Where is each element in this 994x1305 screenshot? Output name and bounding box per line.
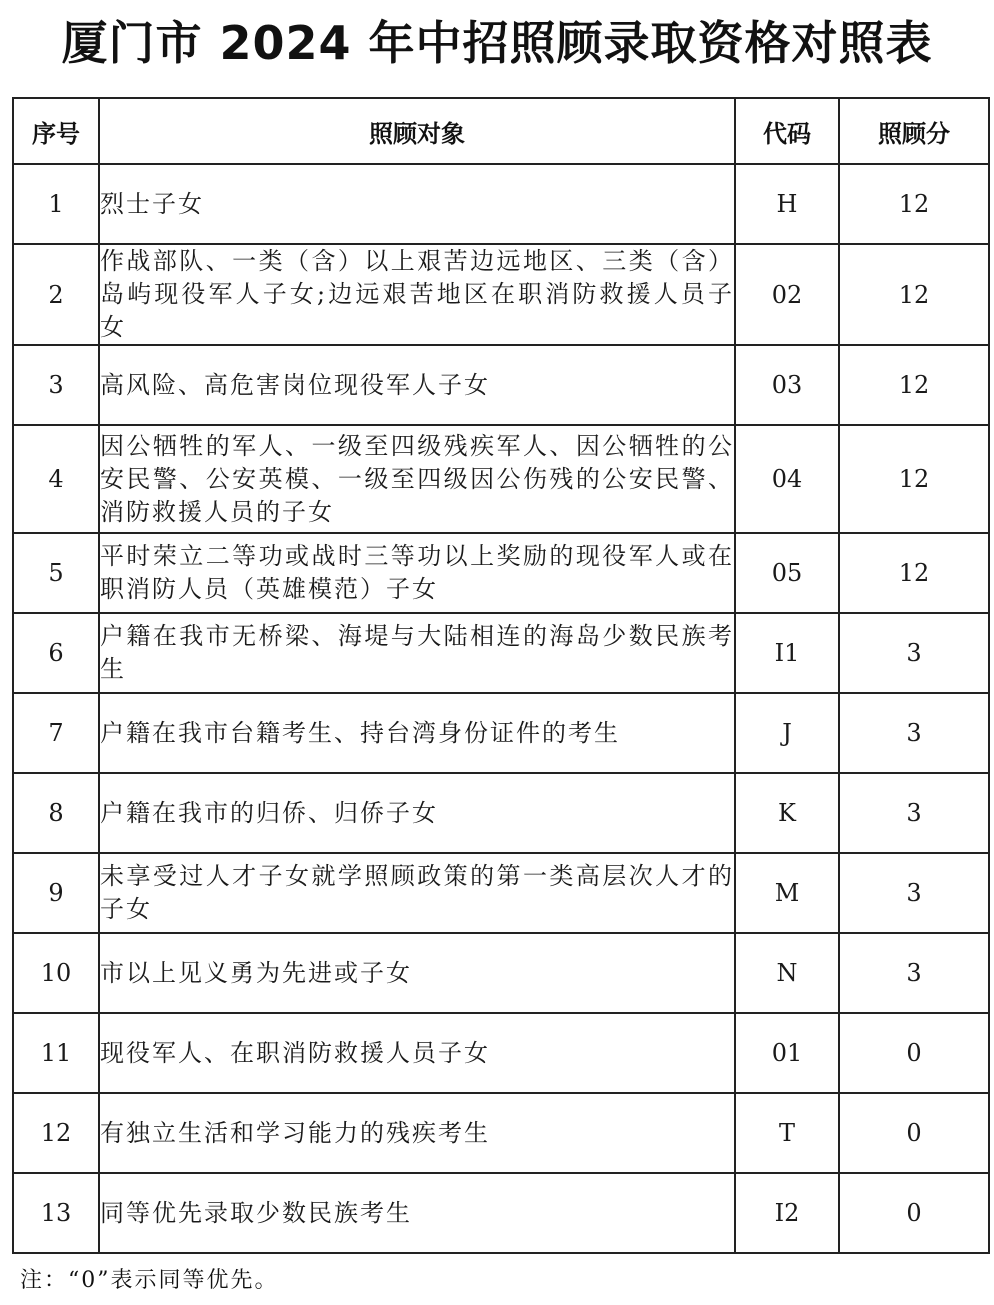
table-row <box>13 693 989 773</box>
row-target: 烈士子女 <box>99 164 735 244</box>
row-no: 3 <box>13 345 99 425</box>
row-code: 02 <box>735 244 839 345</box>
table-row <box>13 1173 989 1253</box>
table-row <box>13 933 989 1013</box>
row-target: 平时荣立二等功或战时三等功以上奖励的现役军人或在职消防人员（英雄模范）子女 <box>99 533 735 613</box>
table-row <box>13 773 989 853</box>
row-code: 04 <box>735 425 839 533</box>
table-row <box>13 1013 989 1093</box>
row-no: 10 <box>13 933 99 1013</box>
row-target: 因公牺牲的军人、一级至四级残疾军人、因公牺牲的公安民警、公安英模、一级至四级因公伤残的公安民警、消防救援人员的子女 <box>99 425 735 533</box>
header-target: 照顾对象 <box>99 98 735 164</box>
row-target: 市以上见义勇为先进或子女 <box>99 933 735 1013</box>
row-target: 户籍在我市台籍考生、持台湾身份证件的考生 <box>99 693 735 773</box>
table-row <box>13 345 989 425</box>
table-row <box>13 1093 989 1173</box>
row-code: 05 <box>735 533 839 613</box>
row-score: 12 <box>839 533 989 613</box>
row-score: 12 <box>839 164 989 244</box>
table-row <box>13 853 989 933</box>
row-no: 1 <box>13 164 99 244</box>
row-no: 8 <box>13 773 99 853</box>
row-score: 3 <box>839 613 989 693</box>
table-row <box>13 164 989 244</box>
row-no: 5 <box>13 533 99 613</box>
row-no: 7 <box>13 693 99 773</box>
row-code: T <box>735 1093 839 1173</box>
row-score: 0 <box>839 1173 989 1253</box>
header-no: 序号 <box>13 98 99 164</box>
row-no: 2 <box>13 244 99 345</box>
row-code: 01 <box>735 1013 839 1093</box>
row-score: 0 <box>839 1013 989 1093</box>
row-score: 3 <box>839 853 989 933</box>
row-target: 高风险、高危害岗位现役军人子女 <box>99 345 735 425</box>
row-no: 11 <box>13 1013 99 1093</box>
row-no: 4 <box>13 425 99 533</box>
row-no: 12 <box>13 1093 99 1173</box>
row-target: 户籍在我市无桥梁、海堤与大陆相连的海岛少数民族考生 <box>99 613 735 693</box>
row-code: H <box>735 164 839 244</box>
row-no: 6 <box>13 613 99 693</box>
row-score: 12 <box>839 345 989 425</box>
header-code: 代码 <box>735 98 839 164</box>
row-score: 3 <box>839 773 989 853</box>
row-code: N <box>735 933 839 1013</box>
row-score: 12 <box>839 425 989 533</box>
row-target: 有独立生活和学习能力的残疾考生 <box>99 1093 735 1173</box>
page-title: 厦门市 2024 年中招照顾录取资格对照表 <box>61 16 933 70</box>
row-score: 0 <box>839 1093 989 1173</box>
row-no: 9 <box>13 853 99 933</box>
table-row <box>13 533 989 613</box>
table-header-row <box>13 98 989 164</box>
row-target: 同等优先录取少数民族考生 <box>99 1173 735 1253</box>
row-target: 户籍在我市的归侨、归侨子女 <box>99 773 735 853</box>
header-score: 照顾分 <box>839 98 989 164</box>
row-code: 03 <box>735 345 839 425</box>
table-row <box>13 613 989 693</box>
row-target: 现役军人、在职消防救援人员子女 <box>99 1013 735 1093</box>
row-score: 3 <box>839 693 989 773</box>
row-no: 13 <box>13 1173 99 1253</box>
eligibility-table <box>12 97 990 1254</box>
footnote: 注：“0”表示同等优先。 <box>20 1268 279 1293</box>
row-target: 作战部队、一类（含）以上艰苦边远地区、三类（含）岛屿现役军人子女;边远艰苦地区在职消防救援人员子女 <box>99 244 735 345</box>
table-row <box>13 244 989 345</box>
row-target: 未享受过人才子女就学照顾政策的第一类高层次人才的子女 <box>99 853 735 933</box>
row-code: I1 <box>735 613 839 693</box>
row-code: I2 <box>735 1173 839 1253</box>
row-code: K <box>735 773 839 853</box>
row-code: M <box>735 853 839 933</box>
row-score: 3 <box>839 933 989 1013</box>
row-score: 12 <box>839 244 989 345</box>
row-code: J <box>735 693 839 773</box>
table-row <box>13 425 989 533</box>
